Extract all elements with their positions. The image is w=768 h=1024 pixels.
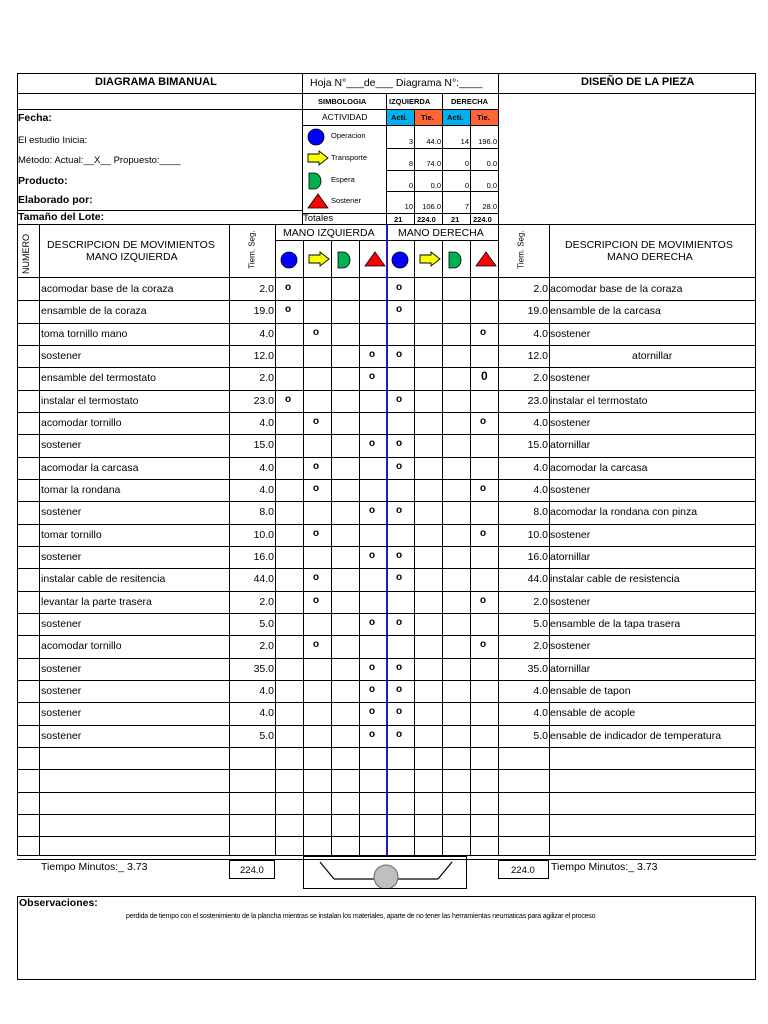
left-description: sostener <box>41 506 82 518</box>
right-mark: o <box>396 684 403 695</box>
right-description: sostener <box>550 596 591 608</box>
left-description: sostener <box>41 685 82 697</box>
right-description: ensable de tapon <box>550 685 631 697</box>
right-description: sostener <box>550 328 591 340</box>
right-mark: o <box>396 572 403 583</box>
right-time: 44.0 <box>527 573 548 585</box>
table-row <box>17 635 756 658</box>
left-arrow-icon <box>308 251 330 272</box>
operacion-circle-icon <box>307 128 325 151</box>
right-description: atornillar <box>632 350 673 362</box>
left-mark: o <box>313 327 320 338</box>
left-time: 4.0 <box>259 707 274 719</box>
right-time: 8.0 <box>533 506 548 518</box>
desc-right-header-1: DESCRIPCION DE MOVIMIENTOS <box>565 239 733 251</box>
right-time: 5.0 <box>533 618 548 630</box>
mano-der-header: MANO DERECHA <box>398 227 484 239</box>
tiem-right-header: Tiem. Seg. <box>516 230 526 269</box>
tiempo-right: Tiempo Minutos:_ 3.73 <box>551 861 658 873</box>
sym-act-left: 10 <box>404 202 413 211</box>
act-header-right: Acti. <box>443 110 470 125</box>
table-row <box>17 546 756 568</box>
left-mark: o <box>369 684 376 695</box>
sym-act-left: 0 <box>408 181 413 190</box>
sym-act-right: 0 <box>464 159 469 168</box>
left-time: 2.0 <box>259 640 274 652</box>
left-triangle-icon <box>364 251 386 272</box>
metodo-label: Método: Actual:__X__ Propuesto:____ <box>18 155 181 166</box>
table-row <box>17 434 756 457</box>
right-description: sostener <box>550 640 591 652</box>
right-time: 2.0 <box>533 283 548 295</box>
right-mark: o <box>396 505 403 516</box>
right-mark: o <box>396 394 403 405</box>
right-mark: o <box>480 639 487 650</box>
actividad-label: ACTIVIDAD <box>322 112 368 122</box>
left-mark: o <box>313 572 320 583</box>
left-description: sostener <box>41 439 82 451</box>
right-mark: o <box>480 416 487 427</box>
left-mark: o <box>313 595 320 606</box>
table-row <box>17 457 756 479</box>
left-description: ensamble de la coraza <box>41 305 147 317</box>
observaciones-box <box>17 896 756 980</box>
right-mark: o <box>396 461 403 472</box>
right-description: sostener <box>550 529 591 541</box>
right-time: 12.0 <box>527 350 548 362</box>
left-description: sostener <box>41 350 82 362</box>
left-time: 4.0 <box>259 484 274 496</box>
left-time: 5.0 <box>259 730 274 742</box>
left-mark: o <box>313 639 320 650</box>
left-mark: o <box>313 528 320 539</box>
sym-tie-left: 74.0 <box>426 159 441 168</box>
table-row <box>17 591 756 613</box>
piece-design-title: DISEÑO DE LA PIEZA <box>581 76 695 88</box>
right-mark: o <box>396 438 403 449</box>
right-mark: o <box>480 327 487 338</box>
numero-header: NUMERO <box>21 234 31 274</box>
right-description: atornillar <box>550 551 591 563</box>
left-time: 44.0 <box>253 573 274 585</box>
left-description: acomodar tornillo <box>41 640 122 652</box>
table-row <box>17 568 756 591</box>
left-description: acomodar la carcasa <box>41 462 139 474</box>
right-mark: o <box>480 595 487 606</box>
sym-act-right: 14 <box>460 137 469 146</box>
right-description: ensamble de la tapa trasera <box>550 618 681 630</box>
right-mark: o <box>396 662 403 673</box>
left-circle-icon <box>280 251 298 274</box>
table-row <box>17 390 756 412</box>
table-row <box>17 501 756 524</box>
right-description: sostener <box>550 484 591 496</box>
table-row <box>17 412 756 434</box>
left-time: 19.0 <box>253 305 274 317</box>
right-mark: o <box>396 706 403 717</box>
desc-left-header-2: MANO IZQUIERDA <box>86 251 178 263</box>
act-header-left: Acti. <box>387 110 414 125</box>
right-mark: o <box>396 550 403 561</box>
desc-right-header-2: MANO DERECHA <box>607 251 693 263</box>
page-title: DIAGRAMA BIMANUAL <box>95 76 217 88</box>
left-description: sostener <box>41 551 82 563</box>
right-mark: o <box>480 483 487 494</box>
left-description: tomar la rondana <box>41 484 121 496</box>
transporte-arrow-icon <box>307 150 329 171</box>
tiem-left-header: Tiem. Seg. <box>247 230 257 269</box>
right-time: 19.0 <box>527 305 548 317</box>
left-time: 4.0 <box>259 462 274 474</box>
total-left-box: 224.0 <box>229 860 275 879</box>
left-mark: o <box>313 461 320 472</box>
derecha-label: DERECHA <box>451 97 489 106</box>
right-time: 35.0 <box>527 663 548 675</box>
right-mark: o <box>396 349 403 360</box>
right-time: 16.0 <box>527 551 548 563</box>
left-time: 35.0 <box>253 663 274 675</box>
right-mark: o <box>396 729 403 740</box>
right-circle-icon <box>391 251 409 274</box>
right-time: 4.0 <box>533 462 548 474</box>
left-mark: o <box>313 483 320 494</box>
right-mark: o <box>396 304 403 315</box>
sheet-number: Hoja N°___de___ Diagrama N°:____ <box>310 77 483 89</box>
symbol-name: Espera <box>331 175 355 184</box>
left-description: acomodar base de la coraza <box>41 283 174 295</box>
sym-tie-left: 0.0 <box>430 181 441 190</box>
tiempo-left: Tiempo Minutos:_ 3.73 <box>41 861 148 873</box>
left-mark: o <box>313 416 320 427</box>
right-time: 10.0 <box>527 529 548 541</box>
simbologia-label: SIMBOLOGIA <box>318 97 367 106</box>
left-time: 4.0 <box>259 417 274 429</box>
left-description: instalar el termostato <box>41 395 139 407</box>
symbol-name: Sostener <box>331 196 362 205</box>
left-time: 5.0 <box>259 618 274 630</box>
right-time: 23.0 <box>527 395 548 407</box>
right-description: instalar el termostato <box>550 395 648 407</box>
right-time: 4.0 <box>533 685 548 697</box>
table-row <box>17 524 756 546</box>
table-row <box>17 658 756 680</box>
observaciones-text: perdida de tiempo con el sostenimiento de la plancha mientras se instalan los materiales, aparte de no tener las herramientas neumaticas para agilizar el proceso <box>126 913 596 920</box>
sym-tie-left: 106.0 <box>422 202 441 211</box>
right-mark: 0 <box>481 369 488 383</box>
espera-d-icon <box>307 172 323 195</box>
producto-label: Producto: <box>18 175 68 187</box>
sym-tie-left: 44.0 <box>426 137 441 146</box>
left-d-shape-icon <box>336 251 352 274</box>
sym-tie-right: 196.0 <box>478 137 497 146</box>
symbol-name: Transporte <box>331 153 367 162</box>
left-time: 4.0 <box>259 685 274 697</box>
left-mark: o <box>369 349 376 360</box>
totales-label: Totales <box>303 213 334 224</box>
total-right-box: 224.0 <box>498 860 549 879</box>
table-row <box>17 367 756 390</box>
table-row <box>17 300 756 323</box>
left-description: levantar la parte trasera <box>41 596 152 608</box>
table-row <box>17 725 756 747</box>
sym-act-left: 8 <box>408 159 413 168</box>
right-time: 4.0 <box>533 417 548 429</box>
right-d-shape-icon <box>447 251 463 274</box>
right-description: sostener <box>550 372 591 384</box>
left-description: instalar cable de resitencia <box>41 573 166 585</box>
left-mark: o <box>285 304 292 315</box>
right-description: atornillar <box>550 663 591 675</box>
left-mark: o <box>369 706 376 717</box>
left-description: sostener <box>41 730 82 742</box>
left-description: tomar tornillo <box>41 529 102 541</box>
sym-tie-right: 0.0 <box>486 159 497 168</box>
table-row <box>17 345 756 367</box>
sym-act-right: 7 <box>464 202 469 211</box>
total-tie-left: 224.0 <box>417 215 436 224</box>
total-act-left: 21 <box>394 215 403 224</box>
left-time: 2.0 <box>259 372 274 384</box>
total-act-right: 21 <box>451 215 460 224</box>
left-time: 4.0 <box>259 328 274 340</box>
right-mark: o <box>480 528 487 539</box>
left-description: sostener <box>41 663 82 675</box>
left-mark: o <box>369 617 376 628</box>
right-description: acomodar la rondana con pinza <box>550 506 698 518</box>
sym-act-left: 3 <box>408 137 413 146</box>
table-row <box>17 323 756 345</box>
left-time: 2.0 <box>259 596 274 608</box>
fecha-label: Fecha: <box>18 112 52 124</box>
right-time: 15.0 <box>527 439 548 451</box>
table-row <box>17 479 756 501</box>
mano-izq-header: MANO IZQUIERDA <box>283 227 375 239</box>
left-time: 16.0 <box>253 551 274 563</box>
right-arrow-icon <box>419 251 441 272</box>
left-mark: o <box>285 394 292 405</box>
right-description: acomodar base de la coraza <box>550 283 683 295</box>
symbol-name: Operacion <box>331 131 366 140</box>
left-mark: o <box>369 550 376 561</box>
tie-header-right: Tie. <box>471 110 498 125</box>
right-triangle-icon <box>475 251 497 272</box>
left-description: ensamble del termostato <box>41 372 156 384</box>
right-description: ensamble de la carcasa <box>550 305 661 317</box>
right-description: sostener <box>550 417 591 429</box>
right-time: 4.0 <box>533 707 548 719</box>
estudio-label: El estudio Inicia: <box>18 135 88 146</box>
left-mark: o <box>369 371 376 382</box>
right-description: ensable de acople <box>550 707 636 719</box>
left-time: 12.0 <box>253 350 274 362</box>
lote-label: Tamaño del Lote: <box>18 211 105 223</box>
right-time: 4.0 <box>533 484 548 496</box>
sym-tie-right: 0.0 <box>486 181 497 190</box>
right-description: ensable de indicador de temperatura <box>550 730 722 742</box>
table-row <box>17 680 756 702</box>
elaborado-label: Elaborado por: <box>18 194 93 206</box>
piece-sketch <box>303 856 467 889</box>
right-time: 4.0 <box>533 328 548 340</box>
left-time: 8.0 <box>259 506 274 518</box>
right-mark: o <box>396 617 403 628</box>
table-row <box>17 278 756 300</box>
left-time: 10.0 <box>253 529 274 541</box>
observaciones-label: Observaciones: <box>19 897 98 909</box>
right-mark: o <box>396 282 403 293</box>
left-mark: o <box>369 505 376 516</box>
sym-act-right: 0 <box>464 181 469 190</box>
right-time: 2.0 <box>533 640 548 652</box>
left-time: 23.0 <box>253 395 274 407</box>
left-mark: o <box>369 729 376 740</box>
left-description: sostener <box>41 618 82 630</box>
left-description: sostener <box>41 707 82 719</box>
sostener-triangle-icon <box>307 193 329 214</box>
left-description: acomodar tornillo <box>41 417 122 429</box>
right-time: 5.0 <box>533 730 548 742</box>
izquierda-label: IZQUIERDA <box>389 97 431 106</box>
table-row <box>17 613 756 635</box>
table-row <box>17 702 756 725</box>
right-description: atornillar <box>550 439 591 451</box>
left-mark: o <box>285 282 292 293</box>
left-time: 2.0 <box>259 283 274 295</box>
desc-left-header-1: DESCRIPCION DE MOVIMIENTOS <box>47 239 215 251</box>
total-tie-right: 224.0 <box>473 215 492 224</box>
left-description: toma tornillo mano <box>41 328 128 340</box>
left-mark: o <box>369 438 376 449</box>
right-description: acomodar la carcasa <box>550 462 648 474</box>
left-time: 15.0 <box>253 439 274 451</box>
right-time: 2.0 <box>533 372 548 384</box>
tie-header-left: Tie. <box>415 110 442 125</box>
sym-tie-right: 28.0 <box>482 202 497 211</box>
left-mark: o <box>369 662 376 673</box>
right-time: 2.0 <box>533 596 548 608</box>
right-description: instalar cable de resistencia <box>550 573 680 585</box>
